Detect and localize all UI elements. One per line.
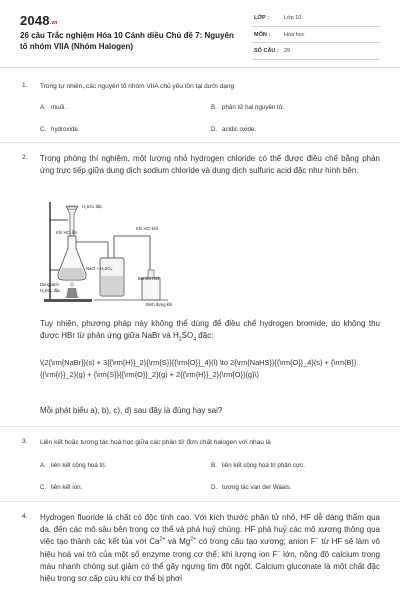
meta-row-subject — [252, 29, 380, 44]
meta-row-count — [252, 45, 380, 60]
label-solution-line1: Dung dịch — [40, 282, 59, 287]
question-separator — [0, 142, 400, 143]
option-a[interactable] — [40, 462, 106, 469]
text-part: Hydrogen fluoride là chất có độc tính cao. Với kích thước phân tử nhỏ, HF dễ dàng thấm qua da, đến các mô sâu bên trong cơ thể và phá huỷ chúng. HF phá huỷ các mô xương thông qua việc tạo thành các kết tủa với Ca — [40, 513, 380, 547]
label-solution-line2: H₂SO₄ đặc — [40, 288, 61, 293]
question-text: Trong tự nhiên, các nguyên tố nhóm VIIA chủ yếu tồn tại dưới dạng — [40, 83, 235, 90]
meta-table — [252, 12, 380, 62]
label-hcl-moist: Khí HCl ẩm — [56, 230, 78, 235]
option-text: tương tác van der Waals. — [222, 484, 292, 491]
site-logo[interactable] — [20, 13, 58, 28]
option-label: C. — [40, 484, 47, 491]
superscript: 2+ — [159, 536, 166, 543]
text-part: đặc: — [196, 331, 214, 341]
question-number: 4. — [22, 513, 28, 520]
question-prompt: Mỗi phát biểu a), b), c), d) sau đây là đúng hay sai? — [40, 406, 223, 415]
option-label: B. — [211, 462, 217, 469]
superscript: − — [277, 548, 281, 555]
question-text-continued — [40, 318, 380, 342]
option-label: D. — [211, 484, 218, 491]
option-b[interactable] — [211, 104, 285, 111]
option-a[interactable] — [40, 104, 66, 111]
apparatus-diagram — [38, 196, 198, 308]
meta-label: LỚP : — [254, 15, 269, 21]
label-nacl-h2so4: NaCl + H₂SO₄ — [86, 266, 113, 271]
superscript: − — [315, 536, 319, 543]
superscript: 2+ — [190, 536, 197, 543]
option-label: A. — [40, 462, 46, 469]
option-c[interactable] — [40, 126, 80, 133]
option-label: A. — [40, 104, 46, 111]
label-gas-bottle: Bình đựng khí — [146, 302, 173, 307]
option-label: D. — [211, 126, 218, 133]
option-d[interactable] — [211, 484, 292, 491]
option-d[interactable] — [211, 126, 256, 133]
option-b[interactable] — [211, 462, 305, 469]
apparatus-figure — [38, 196, 198, 308]
option-label: C. — [40, 126, 47, 133]
option-text: acidic oxide. — [222, 126, 257, 133]
document-header — [0, 0, 400, 64]
header-divider — [0, 67, 400, 68]
label-h2so4: H₂SO₄ đặc — [82, 204, 103, 209]
option-text: hydroxide. — [51, 126, 80, 133]
question-text: Trong phòng thí nghiệm, một lượng nhỏ hydrogen chloride có thể được điều chế bằng phản ứng trực tiếp giữa dung dịch sodium chloride và dung dịch sulfuric acid đặc như hình bên. — [40, 154, 380, 176]
meta-label: SỐ CÂU : — [254, 48, 279, 54]
question-number: 2. — [22, 154, 28, 161]
text-part: lớn, nồng độ calcium trong máu nhanh chóng sụt giảm có thể gây ngưng tim đột ngột. Calcium gluconate là một chất đặc hiệu trong sơ cấp cứu khi cơ thể bị phơi — [40, 549, 380, 584]
question-separator — [0, 426, 400, 427]
text-part: từ HF sẽ làm vô hiệu hoá vai trò của một số enzyme trong cơ thể; khi lượng ion F — [40, 537, 380, 559]
meta-value: Lớp 10 — [284, 15, 302, 21]
option-text: phân tử hai nguyên tử. — [222, 104, 285, 111]
question-text — [40, 512, 380, 585]
question-number: 1. — [22, 82, 28, 89]
option-text: liên kết cộng hoá trị phân cực. — [222, 462, 305, 469]
option-text: liên kết ion. — [51, 484, 83, 491]
subscript: 2 — [178, 336, 182, 343]
option-text: liên kết cộng hoá trị. — [51, 462, 107, 469]
document-title: 26 câu Trắc nghiệm Hóa 10 Cánh diều Chủ đề 7: Nguyên tố nhóm VIIA (Nhóm Halogen) — [20, 31, 234, 51]
meta-row-class — [252, 12, 380, 27]
question-separator — [0, 501, 400, 502]
logo-text: 2048 — [20, 13, 50, 28]
text-part: SO — [181, 331, 194, 341]
text-part: có trong cấu tạo xương; anion F — [196, 537, 316, 547]
text-part: Tuy nhiên, phương pháp này không thể dùng để điều chế hydrogen bromide, do không thu được HBr từ phản ứng giữa NaBr và H — [40, 319, 380, 341]
option-text: muối. — [51, 104, 67, 111]
reaction-equation: \(2{\rm{NaBr}}(s) + 3{{\rm{H}}_2}{\rm{S}}{{\rm{O}}_4}(l) \to 2{\rm{NaHS}}{{\rm{O}}_4}(s) + {\rm{B}}{{\rm{r}}_2}(g) + {\rm{S}}{{\rm{O}}_2}(g) + 2{{\rm{H}}_2}{\rm{O}}(g)\) — [40, 358, 357, 379]
meta-label: MÔN : — [254, 31, 271, 38]
meta-value: 29 — [284, 48, 291, 54]
option-label: B. — [211, 104, 217, 111]
meta-value: Hóa học — [284, 31, 305, 38]
question-number: 3. — [22, 438, 28, 445]
question-text: Liên kết hoặc tương tác hoá học giữa các phân tử đơn chất halogen với nhau là — [40, 439, 271, 446]
label-hcl-dry: Khí HCl khô — [136, 226, 159, 231]
subscript: 4 — [193, 336, 197, 343]
label-cotton: Bọt khí HCl — [138, 276, 160, 281]
option-c[interactable] — [40, 484, 82, 491]
text-part: và Mg — [165, 537, 191, 547]
logo-suffix: .vn — [49, 20, 58, 26]
